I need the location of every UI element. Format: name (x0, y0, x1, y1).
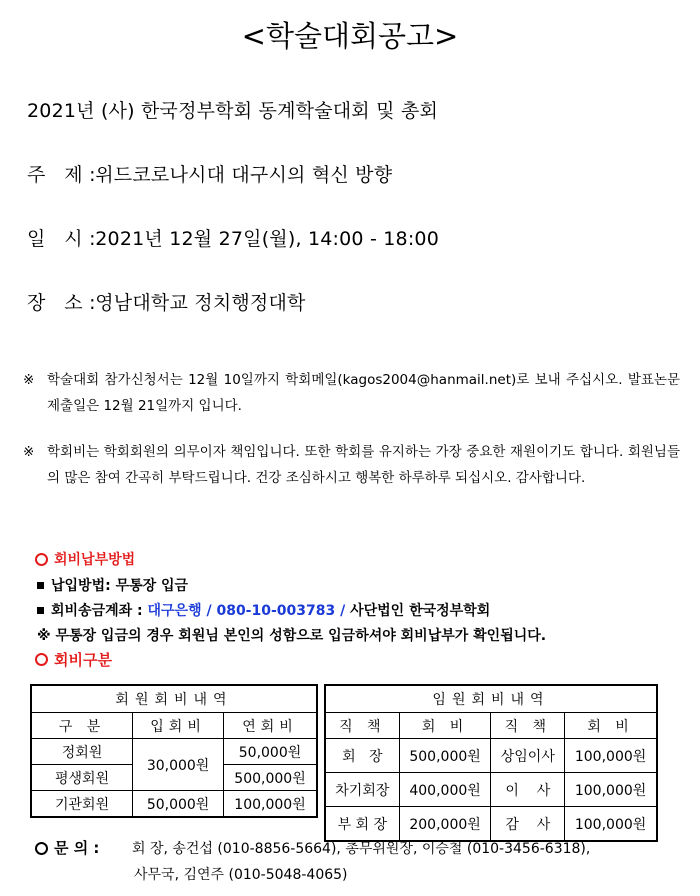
payment-account (37, 600, 490, 620)
row-entry: 30,000원 (133, 739, 224, 791)
note-1 (23, 367, 680, 419)
officer-fee: 100,000원 (565, 773, 657, 807)
contact-label: 문 의 : (54, 839, 100, 857)
officer-fee: 200,000원 (399, 807, 491, 842)
payment-method-value: 무통장 입금 (115, 578, 189, 594)
circle-bullet-icon (35, 653, 48, 666)
theme-value: 위드코로나시대 대구시의 혁신 방향 (95, 164, 393, 186)
officer-fee: 400,000원 (399, 773, 491, 807)
row-entry: 50,000원 (133, 791, 224, 818)
officer-position: 상임이사 (491, 739, 565, 773)
col-entry: 입회비 (133, 713, 224, 739)
event-name: 2021년 (사) 한국정부학회 동계학술대회 및 총회 (27, 100, 438, 122)
officer-position: 회 장 (325, 739, 399, 773)
officer-fee: 100,000원 (565, 739, 657, 773)
officer-position: 부 회 장 (325, 807, 399, 842)
payment-heading: 회비납부방법 (35, 549, 135, 569)
row-annual: 100,000원 (224, 791, 317, 818)
datetime-label: 일 시 : (27, 228, 96, 250)
officer-position: 감 사 (491, 807, 565, 842)
row-type: 기관회원 (31, 791, 133, 818)
col-fee: 회 비 (399, 713, 491, 739)
payment-method-label: 납입방법: (51, 578, 111, 594)
col-position: 직 책 (491, 713, 565, 739)
col-position: 직 책 (325, 713, 399, 739)
contact-text: 회 장, 송건섭 (010-8856-5664), 총무위원장, 이승철 (010-3456-6318), (132, 841, 591, 857)
member-fee-table (30, 684, 318, 818)
fees-heading: 회비구분 (35, 649, 112, 670)
note-text: 학술대회 참가신청서는 12월 10일까지 학회메일(kagos2004@hanmail.net)로 보내 주십시오. 발표논문 제출일은 12월 21일까지 입니다. (47, 372, 680, 414)
payment-method (37, 575, 188, 595)
note-mark: ※ (23, 372, 35, 388)
officer-position: 이 사 (491, 773, 565, 807)
officer-fee: 100,000원 (565, 807, 657, 842)
officer-position: 차기회장 (325, 773, 399, 807)
payment-note: ※ 무통장 입금의 경우 회원님 본인의 성함으로 입금하셔야 회비납부가 확인됩니다. (37, 628, 547, 644)
officer-table-title: 임원회비내역 (325, 685, 657, 713)
datetime-value: 2021년 12월 27일(월), 14:00 - 18:00 (95, 228, 440, 250)
venue-value: 영남대학교 정치행정대학 (95, 292, 306, 314)
datetime-line (27, 224, 439, 251)
row-annual: 500,000원 (224, 765, 317, 791)
theme-line (27, 160, 392, 187)
col-fee: 회 비 (565, 713, 657, 739)
contact-line-1 (35, 837, 590, 858)
row-type: 평생회원 (31, 765, 133, 791)
square-bullet-icon (37, 582, 44, 589)
officer-fee-table (324, 684, 658, 842)
venue-line (27, 288, 306, 315)
col-annual: 연회비 (224, 713, 317, 739)
page-title: <학술대회공고> (241, 19, 459, 53)
account-holder: 사단법인 한국정부학회 (350, 603, 491, 619)
contact-line-2: 사무국, 김연주 (010-5048-4065) (134, 867, 348, 883)
square-bullet-icon (37, 607, 44, 614)
circle-bullet-icon (35, 553, 48, 566)
account-bank: 대구은행 / 080-10-003783 / (147, 603, 346, 619)
theme-label: 주 제 : (27, 164, 96, 186)
row-type: 정회원 (31, 739, 133, 765)
row-annual: 50,000원 (224, 739, 317, 765)
member-table-title: 회원회비내역 (31, 685, 317, 713)
venue-label: 장 소 : (27, 292, 96, 314)
note-mark: ※ (23, 444, 35, 460)
account-label: 회비송금계좌 : (51, 603, 143, 619)
circle-bullet-icon (35, 842, 48, 855)
note-text: 학회비는 학회회원의 의무이자 책임입니다. 또한 학회를 유지하는 가장 중요한 재원이기도 합니다. 회원님들의 많은 참여 간곡히 부탁드립니다. 건강 조심하시고 행복한 하루하루 되십시오. 감사합니다. (47, 444, 680, 486)
officer-fee: 500,000원 (399, 739, 491, 773)
note-2 (23, 439, 680, 491)
col-type: 구 분 (31, 713, 133, 739)
